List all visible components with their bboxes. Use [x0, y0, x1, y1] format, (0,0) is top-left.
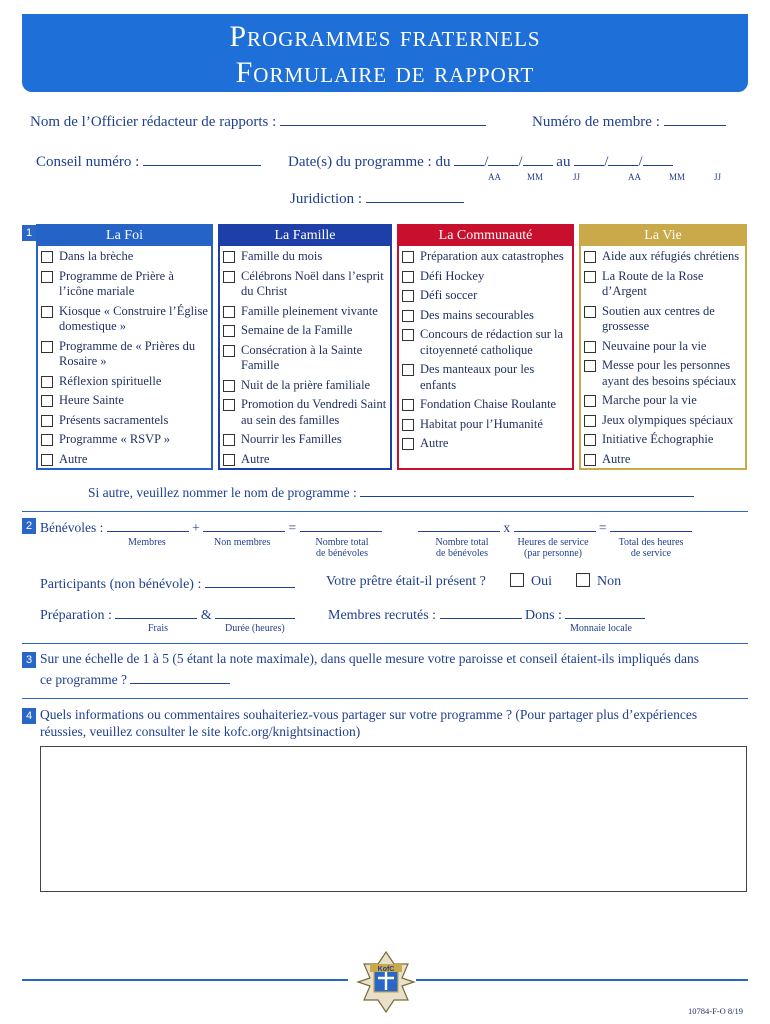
- volunteers-label: Bénévoles :: [40, 520, 104, 535]
- non-members-blank[interactable]: [203, 518, 285, 532]
- program-option[interactable]: [223, 343, 388, 374]
- date-sep: /: [604, 154, 609, 170]
- program-option[interactable]: [223, 452, 388, 468]
- program-option[interactable]: [402, 249, 570, 265]
- header-title-line1: Programmes fraternels: [229, 20, 541, 53]
- program-checkbox[interactable]: [41, 415, 53, 427]
- program-checkbox[interactable]: [223, 251, 235, 263]
- total-hours-blank[interactable]: [610, 518, 692, 532]
- program-option[interactable]: [402, 436, 570, 452]
- program-option-label: Messe pour les personnes ayant des besoins spéciaux: [602, 358, 737, 388]
- total-volunteers-hint: Nombre total de bénévoles: [315, 537, 369, 559]
- program-option[interactable]: [223, 432, 388, 448]
- program-option[interactable]: [41, 249, 209, 265]
- program-option[interactable]: [584, 413, 743, 429]
- comments-textarea[interactable]: [40, 746, 747, 892]
- no-label: Non: [597, 574, 622, 589]
- from-year-blank[interactable]: [454, 152, 484, 166]
- program-checkbox[interactable]: [223, 306, 235, 318]
- program-option[interactable]: [402, 269, 570, 285]
- program-checkbox[interactable]: [584, 306, 596, 318]
- section-number: 4: [22, 708, 36, 724]
- program-option[interactable]: [584, 432, 743, 448]
- program-option[interactable]: [223, 249, 388, 265]
- program-option-label: Kiosque « Construire l’Église domestique »: [59, 303, 208, 333]
- program-checkbox[interactable]: [223, 434, 235, 446]
- emblem-letters: KofC: [377, 966, 395, 973]
- jurisdiction-field[interactable]: [290, 189, 464, 208]
- program-option-label: Aide aux réfugiés chrétiens: [602, 249, 740, 263]
- to-label: au: [556, 154, 571, 170]
- program-option-label: Famille du mois: [241, 249, 323, 263]
- column-header: La Vie: [581, 226, 745, 246]
- program-option[interactable]: [223, 378, 388, 394]
- rating-blank[interactable]: [130, 670, 230, 684]
- program-checkbox[interactable]: [223, 325, 235, 337]
- program-checkbox[interactable]: [223, 271, 235, 283]
- date-sep: /: [484, 154, 489, 170]
- program-checkbox[interactable]: [402, 271, 414, 283]
- footer-rule-right: [416, 979, 748, 981]
- program-column-1: [218, 224, 392, 470]
- yes-label: Oui: [531, 574, 552, 589]
- participants-blank[interactable]: [205, 574, 295, 588]
- participants-label: Participants (non bénévole) :: [40, 577, 202, 592]
- program-option-label: Autre: [241, 451, 270, 466]
- program-checkbox[interactable]: [584, 360, 596, 372]
- recruited-blank[interactable]: [440, 605, 522, 619]
- program-dates-label: Date(s) du programme : du: [288, 154, 451, 170]
- program-checkbox[interactable]: [402, 399, 414, 411]
- volunteers-row: [40, 518, 382, 536]
- program-option-label: Semaine de la Famille: [241, 323, 353, 337]
- duration-blank[interactable]: [215, 605, 295, 619]
- program-checkbox[interactable]: [223, 345, 235, 357]
- date-sep: /: [518, 154, 523, 170]
- divider: [22, 511, 748, 512]
- kofc-emblem-icon: [356, 950, 416, 1014]
- member-number-field[interactable]: [532, 112, 726, 131]
- section4-question: Quels informations ou commentaires souhaiteriez-vous partager sur votre programme ? (Pour partager plus d’expériences: [40, 707, 698, 722]
- officer-name-field[interactable]: [30, 112, 486, 131]
- program-option-label: Programme de « Prières du Rosaire »: [59, 338, 196, 368]
- program-option-label: Neuvaine pour la vie: [602, 338, 707, 353]
- non-members-hint: Non membres: [214, 537, 271, 548]
- program-checkbox[interactable]: [223, 454, 235, 466]
- program-option-label: Célébrons Noël dans l’esprit du Christ: [241, 268, 384, 298]
- program-option[interactable]: [584, 358, 743, 389]
- preparation-label: Préparation :: [40, 608, 112, 623]
- program-option[interactable]: [402, 288, 570, 304]
- council-number-field[interactable]: [36, 152, 261, 171]
- preparation-row: [40, 605, 295, 624]
- member-number-label: Numéro de membre :: [532, 114, 660, 130]
- total-volunteers-blank[interactable]: [300, 518, 382, 532]
- other-program-blank[interactable]: [360, 483, 694, 497]
- total-hours-hint: Total des heures de service: [618, 537, 684, 559]
- program-checkbox[interactable]: [223, 380, 235, 392]
- section3-answer-field[interactable]: [40, 670, 230, 688]
- section3-question: Sur une échelle de 1 à 5 (5 étant la note maximale), dans quelle mesure votre paroisse et conseil étaient-ils impliqués dans: [40, 651, 700, 666]
- member-number-blank[interactable]: [664, 112, 726, 126]
- program-option[interactable]: [402, 417, 570, 433]
- to-year-blank[interactable]: [574, 152, 604, 166]
- to-day-blank[interactable]: [643, 152, 673, 166]
- fees-hint: Frais: [148, 623, 168, 634]
- plus-sign: +: [192, 520, 200, 535]
- date-hint: JJ: [573, 172, 581, 182]
- from-month-blank[interactable]: [488, 152, 518, 166]
- program-option-label: Des manteaux pour les enfants: [420, 362, 535, 392]
- section-number: 3: [22, 652, 36, 668]
- program-option-label: Défi Hockey: [420, 268, 485, 283]
- program-checkbox[interactable]: [41, 341, 53, 353]
- program-checkbox[interactable]: [41, 454, 53, 466]
- program-checkbox[interactable]: [584, 271, 596, 283]
- program-option-label: Fondation Chaise Roulante: [420, 397, 557, 411]
- program-option-label: Autre: [59, 451, 88, 466]
- times-sign: x: [503, 520, 511, 535]
- column-header: La Famille: [220, 226, 390, 246]
- equals-sign: =: [598, 520, 607, 535]
- form-code: 10784-F-O 8/19: [688, 1006, 744, 1016]
- program-checkbox[interactable]: [41, 376, 53, 388]
- header-banner: [22, 14, 748, 92]
- total-volunteers2-blank[interactable]: [418, 518, 500, 532]
- program-option-label: Préparation aux catastrophes: [420, 249, 564, 263]
- divider: [22, 643, 748, 644]
- program-option[interactable]: [584, 339, 743, 355]
- program-option-label: Heure Sainte: [59, 393, 124, 407]
- council-number-blank[interactable]: [143, 152, 261, 166]
- column-header: La Foi: [38, 226, 211, 246]
- program-option-label: Initiative Échographie: [602, 432, 714, 446]
- program-option-label: Nuit de la prière familiale: [241, 377, 371, 392]
- program-option-label: Autre: [602, 451, 631, 466]
- officer-name-blank[interactable]: [280, 112, 486, 126]
- date-sep: /: [638, 154, 643, 170]
- column-header: La Communauté: [399, 226, 572, 246]
- program-option[interactable]: [41, 413, 209, 429]
- program-checkbox[interactable]: [41, 251, 53, 263]
- donations-blank[interactable]: [565, 605, 645, 619]
- program-checkbox[interactable]: [402, 251, 414, 263]
- program-option[interactable]: [402, 308, 570, 324]
- program-option[interactable]: [223, 304, 388, 320]
- members-blank[interactable]: [107, 518, 189, 532]
- program-option-label: Famille pleinement vivante: [241, 303, 378, 318]
- service-hours-blank[interactable]: [514, 518, 596, 532]
- program-option[interactable]: [223, 323, 388, 339]
- jurisdiction-label: Juridiction :: [290, 191, 363, 207]
- program-option[interactable]: [584, 304, 743, 335]
- council-number-label: Conseil numéro :: [36, 154, 140, 170]
- program-option-label: Marche pour la vie: [602, 393, 697, 407]
- date-hint: MM: [527, 172, 544, 182]
- donations-label: Dons :: [525, 608, 562, 623]
- date-hint: AA: [628, 172, 641, 182]
- program-checkbox[interactable]: [584, 454, 596, 466]
- duration-hint: Durée (heures): [225, 623, 285, 634]
- program-checkbox[interactable]: [402, 364, 414, 376]
- program-checkbox[interactable]: [41, 271, 53, 283]
- priest-present-label: Votre prêtre était-il présent ?: [326, 574, 486, 589]
- hours-row: [418, 518, 692, 536]
- program-checkbox[interactable]: [41, 306, 53, 318]
- recruited-label: Membres recrutés :: [328, 608, 437, 623]
- program-option-label: Jeux olympiques spéciaux: [602, 412, 734, 427]
- program-option-label: Présents sacramentels: [59, 412, 169, 427]
- program-checkbox[interactable]: [584, 395, 596, 407]
- fees-blank[interactable]: [115, 605, 197, 619]
- participants-field[interactable]: [40, 574, 295, 593]
- officer-name-label: Nom de l’Officier rédacteur de rapports :: [30, 114, 277, 130]
- amp-sign: &: [200, 608, 212, 623]
- program-option-label: La Route de la Rose d’Argent: [602, 268, 704, 298]
- program-option-label: Autre: [420, 436, 449, 450]
- priest-no-checkbox[interactable]: [576, 573, 590, 587]
- program-checkbox[interactable]: [402, 290, 414, 302]
- program-option-label: Habitat pour l’Humanité: [420, 416, 543, 431]
- program-option[interactable]: [584, 452, 743, 468]
- total-volunteers2-hint: Nombre total de bénévoles: [435, 537, 489, 559]
- program-checkbox[interactable]: [223, 399, 235, 411]
- footer-rule-left: [22, 979, 348, 981]
- program-checkbox[interactable]: [584, 251, 596, 263]
- program-option[interactable]: [584, 269, 743, 300]
- program-option[interactable]: [41, 393, 209, 409]
- header-title-line2: Formulaire de rapport: [235, 56, 535, 89]
- date-hint: MM: [669, 172, 686, 182]
- donations-field[interactable]: [525, 605, 645, 624]
- members-hint: Membres: [128, 537, 166, 548]
- program-column-0: [36, 224, 213, 470]
- jurisdiction-blank[interactable]: [366, 189, 464, 203]
- program-option[interactable]: [584, 249, 743, 265]
- program-option[interactable]: [41, 432, 209, 448]
- program-option-label: Promotion du Vendredi Saint au sein des familles: [241, 397, 387, 427]
- program-checkbox[interactable]: [584, 434, 596, 446]
- program-dates-field[interactable]: [288, 152, 673, 171]
- program-option[interactable]: [41, 304, 209, 335]
- program-option-label: Consécration à la Sainte Famille: [241, 342, 363, 372]
- program-option[interactable]: [41, 269, 209, 300]
- date-hint: AA: [488, 172, 501, 182]
- program-option[interactable]: [41, 339, 209, 370]
- program-column-2: [397, 224, 574, 470]
- program-checkbox[interactable]: [584, 415, 596, 427]
- program-option-label: Programme de Prière à l’icône mariale: [59, 268, 174, 298]
- other-program-field[interactable]: [88, 483, 694, 501]
- divider: [22, 698, 748, 699]
- program-option[interactable]: [584, 393, 743, 409]
- currency-hint: Monnaie locale: [570, 623, 632, 634]
- priest-yes-checkbox[interactable]: [510, 573, 524, 587]
- program-option-label: Dans la brèche: [59, 249, 134, 263]
- program-option-label: Concours de rédaction sur la citoyenneté catholique: [420, 327, 564, 357]
- program-checkbox[interactable]: [402, 419, 414, 431]
- program-checkbox[interactable]: [402, 438, 414, 450]
- program-option-label: Programme « RSVP »: [59, 432, 170, 446]
- recruited-field[interactable]: [328, 605, 522, 624]
- program-checkbox[interactable]: [402, 310, 414, 322]
- program-option-label: Des mains secourables: [420, 307, 534, 322]
- program-option-label: Réflexion spirituelle: [59, 373, 162, 388]
- section-number: 2: [22, 518, 36, 534]
- program-option-label: Défi soccer: [420, 288, 478, 302]
- date-hint: JJ: [714, 172, 722, 182]
- program-checkbox[interactable]: [41, 395, 53, 407]
- program-option-label: Soutien aux centres de grossesse: [602, 303, 715, 333]
- to-month-blank[interactable]: [608, 152, 638, 166]
- program-option[interactable]: [41, 452, 209, 468]
- program-option[interactable]: [402, 397, 570, 413]
- section-number: 1: [22, 225, 36, 241]
- other-program-label: Si autre, veuillez nommer le nom de programme :: [88, 485, 357, 500]
- service-hours-hint: Heures de service (par personne): [517, 537, 589, 559]
- program-checkbox[interactable]: [41, 434, 53, 446]
- program-column-3: [579, 224, 747, 470]
- equals-sign: =: [288, 520, 297, 535]
- from-day-blank[interactable]: [523, 152, 553, 166]
- section3-question-cont: ce programme ?: [40, 672, 127, 687]
- program-checkbox[interactable]: [402, 329, 414, 341]
- program-option[interactable]: [223, 397, 388, 428]
- program-option[interactable]: [41, 374, 209, 390]
- program-option[interactable]: [402, 362, 570, 393]
- program-checkbox[interactable]: [584, 341, 596, 353]
- program-option[interactable]: [402, 327, 570, 358]
- program-option[interactable]: [223, 269, 388, 300]
- section4-question-cont: réussies, veuillez consulter le site kofc.org/knightsinaction): [40, 724, 361, 739]
- program-option-label: Nourrir les Familles: [241, 432, 342, 446]
